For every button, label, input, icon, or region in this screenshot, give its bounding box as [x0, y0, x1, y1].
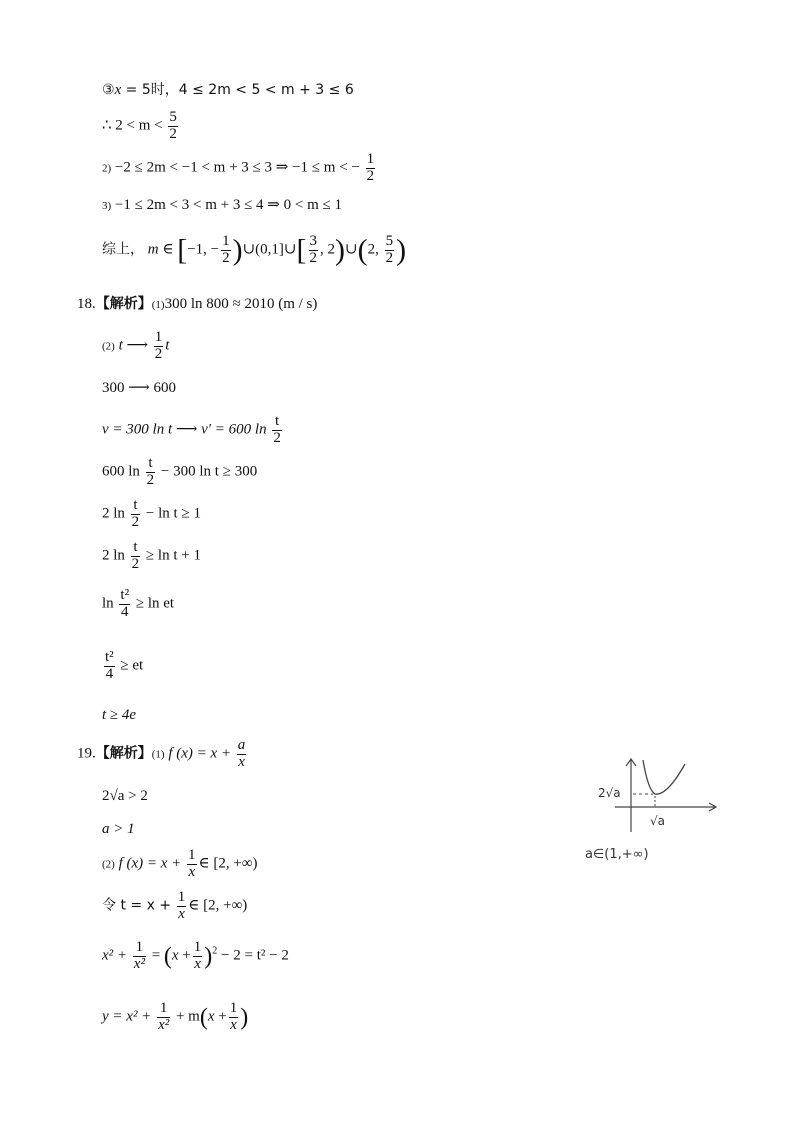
q19-line3: a > 1 [102, 821, 135, 837]
conclusion-label: 综上， [102, 241, 144, 258]
q18-header: 18.【解析】(1)300 ln 800 ≈ 2010 (m / s) [77, 296, 318, 312]
q18-line5: 600 ln $\frac{t}{2}$ − 300 ln t ≥ 300 [102, 455, 258, 488]
var-x: x [114, 82, 122, 98]
q19-line5: 令 t = x + $\frac{1}{x}$ ∈ [2, +∞) [102, 889, 248, 922]
q19-line4: (2) f (x) = x + $\frac{1}{x}$ ∈ [2, +∞) [102, 847, 258, 880]
line-therefore [102, 110, 180, 143]
q19-number: 19. [77, 745, 96, 762]
q18-part1: 300 ln 800 ≈ 2010 (m / s) [164, 296, 318, 312]
q18-number: 18. [77, 296, 96, 312]
line-case2 [102, 152, 377, 185]
case3b-label: 3) [102, 200, 112, 212]
q18-line9: $\frac{\text{t²}}{4}$ ≥ et [105, 649, 144, 682]
fraction-five-halves: $\frac{5}{2}$ [169, 109, 177, 142]
case3b-text: −1 ≤ 2m < 3 < m + 3 ≤ 4 ⇒ 0 < m ≤ 1 [114, 197, 342, 213]
q19-line6: x² + $\frac{1}{\text{x²}}$ = (x + $\frac{1}{x}$ )$^2$ − 2 = t² − 2 [102, 939, 289, 972]
fraction-one-half: $\frac{1}{2}$ [366, 151, 375, 184]
therefore-text: ∴ 2 < m < [102, 117, 163, 134]
q18-line8: ln $\frac{\text{t²}}{4}$ ≥ ln et [102, 587, 175, 620]
union-m: m ∈ [147, 241, 174, 258]
handwritten-2sqrta: 2√a [598, 786, 621, 800]
q18-tag: 【解析】 [95, 296, 152, 312]
line-case3b [102, 198, 342, 213]
q18-line7: 2 ln $\frac{t}{2}$ ≥ ln t + 1 [102, 539, 201, 572]
sketch-curve [643, 760, 685, 794]
case2-label: 2) [102, 162, 112, 175]
handwritten-answer: a∈(1,+∞) [585, 847, 649, 862]
case2-text: −2 ≤ 2m < −1 < m + 3 ≤ 3 ⇒ −1 ≤ m < − [114, 159, 360, 176]
line-conclusion: 综上， m ∈ [−1, − $\frac{1}{2}$ )∪(0,1]∪[ $\frac{3}{2}$ , 2)∪(2, $\frac{5}{2}$ ) [102, 233, 407, 267]
q18-line4: v = 300 ln t ⟶ v′ = 600 ln $\frac{t}{2}$ [102, 413, 281, 446]
q19-line2: 2√a > 2 [102, 788, 148, 804]
q18-line3: 300 ⟶ 600 [102, 380, 177, 396]
bracket-open-1: [ [177, 233, 188, 267]
q19-tag: 【解析】 [95, 745, 152, 762]
q19-header: 19.【解析】(1) f (x) = x + $\frac{a}{x}$ [77, 737, 246, 770]
q18-line6: 2 ln $\frac{t}{2}$ − ln t ≥ 1 [102, 497, 201, 530]
union-mid: ∪(0,1]∪ [242, 241, 297, 258]
case3-text: = 5时，4 ≤ 2m < 5 < m + 3 ≤ 6 [121, 82, 354, 98]
handwritten-sqrta: √a [650, 814, 665, 828]
line-case3 [102, 83, 354, 98]
q18-line2: (2) t ⟶ $\frac{1}{2}$ t [102, 329, 170, 362]
q18-line10: t ≥ 4e [102, 707, 137, 723]
circled-three: ③ [102, 82, 115, 98]
q19-line7: y = x² + $\frac{1}{\text{x²}}$ + m(x + $\frac{1}{x}$ ) [102, 1000, 249, 1033]
